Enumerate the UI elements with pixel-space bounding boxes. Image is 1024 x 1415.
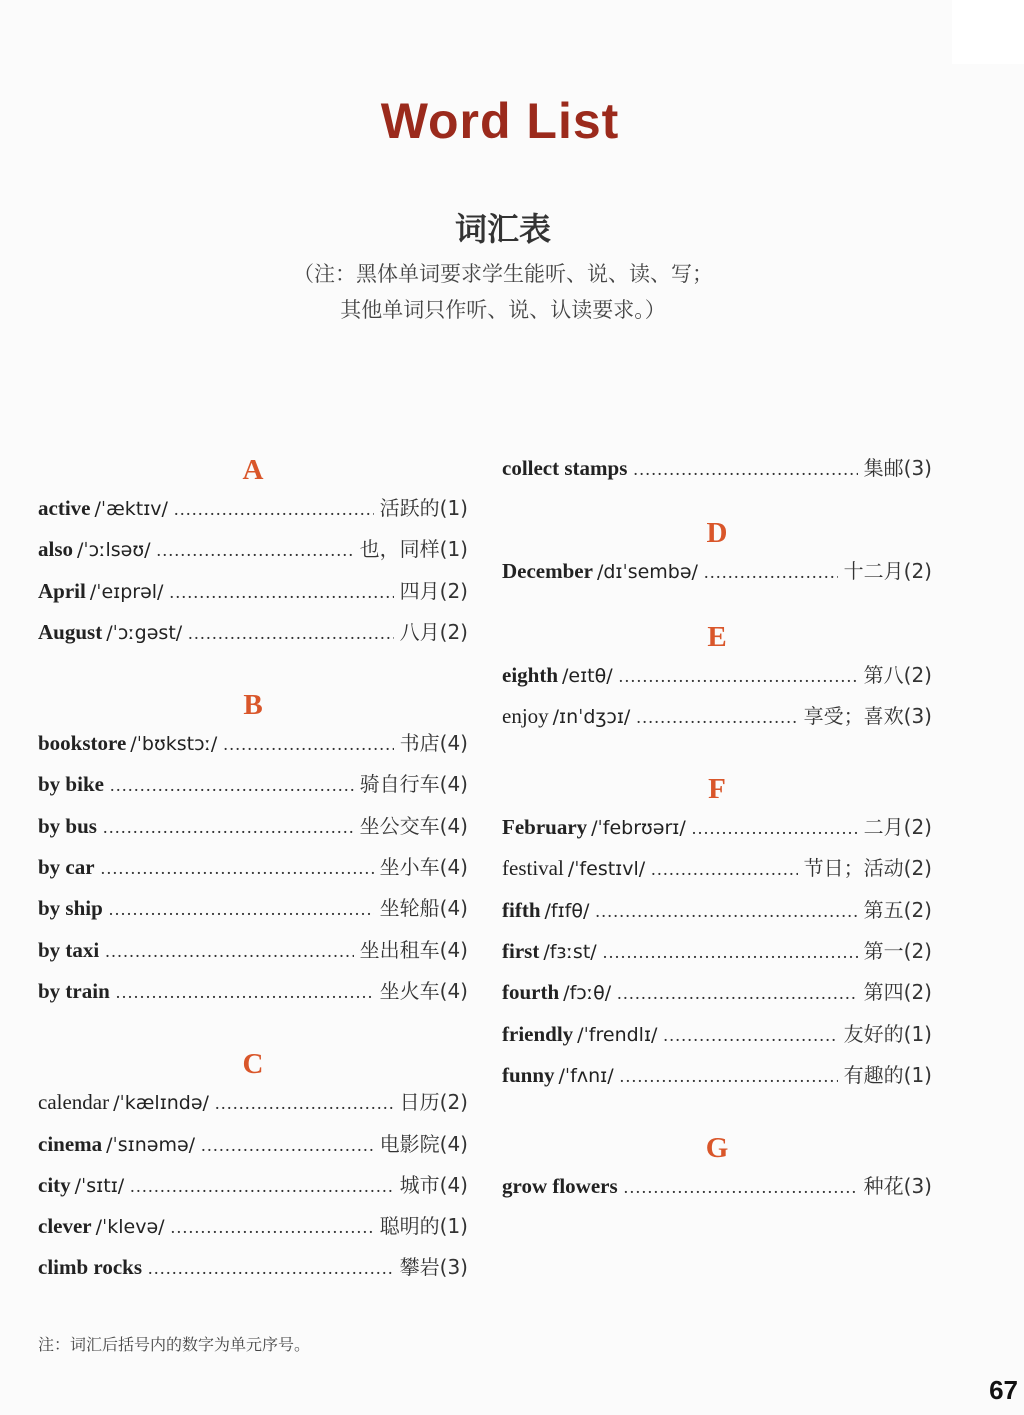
word-entry — [502, 890, 932, 931]
word-entry — [38, 1082, 468, 1123]
entry-word: bookstore — [38, 731, 127, 756]
entry-meaning: 集邮(3) — [863, 456, 932, 480]
word-entry — [502, 931, 932, 972]
entry-meaning: 享受；喜欢(3) — [803, 703, 932, 728]
word-entry — [38, 806, 468, 847]
page-subtitle: 词汇表 — [454, 210, 551, 248]
note-line-2: 其他单词只作听、说、认读要求。） — [340, 298, 666, 322]
leader-dots — [603, 932, 858, 973]
leader-dots — [663, 1015, 837, 1056]
entry-word: funny — [502, 1062, 555, 1087]
leader-dots — [148, 1248, 394, 1289]
entry-phonetic: /ˈklevə/ — [95, 1216, 165, 1239]
leader-dots — [595, 891, 857, 932]
leader-dots — [223, 724, 393, 765]
entry-word: August — [38, 619, 103, 644]
entry-word: city — [38, 1172, 71, 1197]
entry-meaning: 第一(2) — [863, 939, 932, 964]
entry-word: first — [502, 939, 540, 964]
entry-meaning: 聪明的(1) — [379, 1214, 468, 1239]
word-entry — [38, 529, 468, 570]
section-gap — [502, 737, 932, 771]
word-entry — [502, 448, 932, 489]
section-gap — [502, 1096, 932, 1130]
entry-meaning: 城市(4) — [399, 1172, 468, 1197]
entry-meaning: 坐公交车(4) — [359, 813, 468, 838]
leader-dots — [110, 765, 354, 806]
entry-meaning: 二月(2) — [863, 815, 932, 840]
entry-meaning: 十二月(2) — [843, 559, 932, 584]
entry-word: collect stamps — [502, 456, 628, 480]
word-entry — [38, 930, 468, 971]
entry-meaning: 坐小车(4) — [379, 855, 468, 880]
leader-dots — [619, 656, 858, 697]
section-letter-c: C — [242, 1048, 264, 1081]
instruction-note — [0, 256, 1006, 328]
section-gap — [38, 653, 468, 687]
entry-phonetic: /ˈbʊkstɔː/ — [130, 733, 218, 756]
word-entry — [38, 1247, 468, 1288]
entry-meaning: 种花(3) — [863, 1174, 932, 1199]
entry-word: by car — [38, 855, 95, 880]
entry-phonetic: /ɪnˈdʒɔɪ/ — [552, 705, 631, 728]
word-entry — [38, 723, 468, 764]
leader-dots — [188, 613, 393, 654]
word-entry — [502, 1014, 932, 1055]
word-entry — [38, 571, 468, 612]
entry-phonetic: /ˈfʌnɪ/ — [558, 1064, 614, 1087]
entry-phonetic: /ˈeɪprəl/ — [89, 580, 164, 603]
section-letter-a: A — [242, 454, 264, 486]
entry-phonetic: /ˈsɪnəmə/ — [106, 1133, 196, 1156]
left-column — [38, 452, 468, 1289]
entry-phonetic: /ˈfrendlɪ/ — [577, 1023, 658, 1046]
entry-word: by bike — [38, 772, 104, 797]
entry-meaning: 电影院(4) — [379, 1131, 468, 1156]
entry-word: festival — [502, 856, 564, 881]
page-number: 67 — [989, 1375, 1018, 1405]
entry-word: April — [38, 578, 86, 603]
leader-dots — [130, 1166, 394, 1207]
leader-dots — [109, 889, 374, 930]
footnote: 注：词汇后括号内的数字为单元序号。 — [38, 1335, 311, 1354]
leader-dots — [651, 849, 798, 890]
entry-meaning: 八月(2) — [399, 619, 468, 644]
word-entry — [502, 696, 932, 737]
section-gap — [502, 489, 932, 515]
leader-dots — [215, 1083, 394, 1124]
section-letter-b: B — [243, 689, 263, 722]
leader-dots — [620, 1056, 838, 1097]
entry-word: by taxi — [38, 937, 100, 962]
entry-phonetic: /ˈfebrʊərɪ/ — [591, 817, 686, 840]
leader-dots — [633, 449, 857, 490]
entry-meaning: 坐轮船(4) — [379, 896, 468, 921]
entry-word: climb rocks — [38, 1255, 143, 1280]
entry-meaning: 友好的(1) — [843, 1021, 932, 1046]
entry-word: cinema — [38, 1131, 103, 1156]
word-entry — [38, 612, 468, 653]
note-line-1: （注：黑体单词要求学生能听、说、读、写； — [293, 262, 713, 286]
right-column — [502, 448, 932, 1208]
entry-meaning: 第八(2) — [863, 662, 932, 687]
word-entry — [38, 888, 468, 929]
leader-dots — [101, 848, 374, 889]
entry-meaning: 第四(2) — [863, 980, 932, 1005]
word-entry — [38, 488, 468, 529]
entry-meaning: 四月(2) — [399, 578, 468, 603]
leader-dots — [174, 489, 374, 530]
leader-dots — [116, 972, 374, 1013]
entry-word: calendar — [38, 1090, 110, 1115]
entry-word: December — [502, 559, 593, 584]
leader-dots — [692, 808, 858, 849]
entry-phonetic: /ˈɔːgəst/ — [106, 621, 183, 644]
word-entry — [38, 971, 468, 1012]
entry-phonetic: /fɪfθ/ — [544, 899, 590, 922]
entry-meaning: 也，同样(1) — [359, 537, 468, 562]
entry-phonetic: /ˈkælɪndə/ — [113, 1092, 209, 1115]
word-entry — [38, 847, 468, 888]
entry-word: friendly — [502, 1021, 574, 1046]
word-entry — [502, 655, 932, 696]
entry-meaning: 坐出租车(4) — [359, 937, 468, 962]
entry-word: by bus — [38, 813, 97, 838]
entry-word: enjoy — [502, 703, 549, 728]
entry-phonetic: /ˈsɪtɪ/ — [74, 1174, 125, 1197]
entry-meaning: 有趣的(1) — [843, 1062, 932, 1087]
section-gap — [502, 593, 932, 619]
entry-meaning: 第五(2) — [863, 897, 932, 922]
word-entry — [502, 972, 932, 1013]
entry-word: February — [502, 815, 588, 840]
entry-meaning: 书店(4) — [399, 731, 468, 756]
entry-word: by ship — [38, 896, 103, 921]
entry-word: also — [38, 537, 74, 562]
word-entry — [38, 764, 468, 805]
leader-dots — [171, 1207, 374, 1248]
leader-dots — [169, 572, 393, 613]
entry-word: clever — [38, 1214, 92, 1239]
leader-dots — [704, 552, 838, 593]
section-letter-e: E — [707, 620, 727, 653]
word-entry — [502, 848, 932, 889]
entry-word: fourth — [502, 980, 560, 1005]
entry-word: eighth — [502, 662, 559, 687]
page-title: Word List — [380, 93, 620, 149]
entry-phonetic: /eɪtθ/ — [562, 664, 613, 687]
entry-meaning: 骑自行车(4) — [359, 772, 468, 797]
leader-dots — [624, 1167, 858, 1208]
leader-dots — [156, 530, 353, 571]
section-letter-d: D — [706, 517, 728, 550]
entry-meaning: 日历(2) — [399, 1090, 468, 1115]
leader-dots — [105, 931, 353, 972]
entry-word: grow flowers — [502, 1174, 618, 1199]
entry-meaning: 坐火车(4) — [379, 978, 468, 1003]
leader-dots — [201, 1125, 374, 1166]
word-entry — [502, 807, 932, 848]
entry-meaning: 节日；活动(2) — [803, 856, 932, 881]
word-entry — [502, 1055, 932, 1096]
entry-word: active — [38, 496, 91, 520]
word-entry — [38, 1206, 468, 1247]
section-letter-g: G — [705, 1132, 729, 1165]
entry-phonetic: /fɜːst/ — [543, 941, 597, 964]
word-entry — [38, 1165, 468, 1206]
entry-phonetic: /ˈɔːlsəʊ/ — [77, 539, 151, 562]
entry-meaning: 活跃的(1) — [379, 496, 468, 520]
word-entry — [38, 1124, 468, 1165]
entry-phonetic: /fɔːθ/ — [563, 982, 612, 1005]
leader-dots — [636, 697, 797, 738]
entry-word: fifth — [502, 897, 541, 922]
word-entry — [502, 1166, 932, 1207]
entry-word: by train — [38, 978, 110, 1003]
leader-dots — [617, 973, 858, 1014]
entry-phonetic: /ˈfestɪvl/ — [567, 858, 646, 881]
entry-phonetic: /dɪˈsembə/ — [596, 561, 698, 584]
entry-phonetic: /ˈæktɪv/ — [94, 498, 168, 520]
section-gap — [38, 1012, 468, 1046]
corner-blank — [952, 0, 1024, 64]
section-letter-f: F — [708, 773, 726, 806]
leader-dots — [103, 807, 354, 848]
entry-meaning: 攀岩(3) — [399, 1255, 468, 1280]
word-entry — [502, 551, 932, 592]
